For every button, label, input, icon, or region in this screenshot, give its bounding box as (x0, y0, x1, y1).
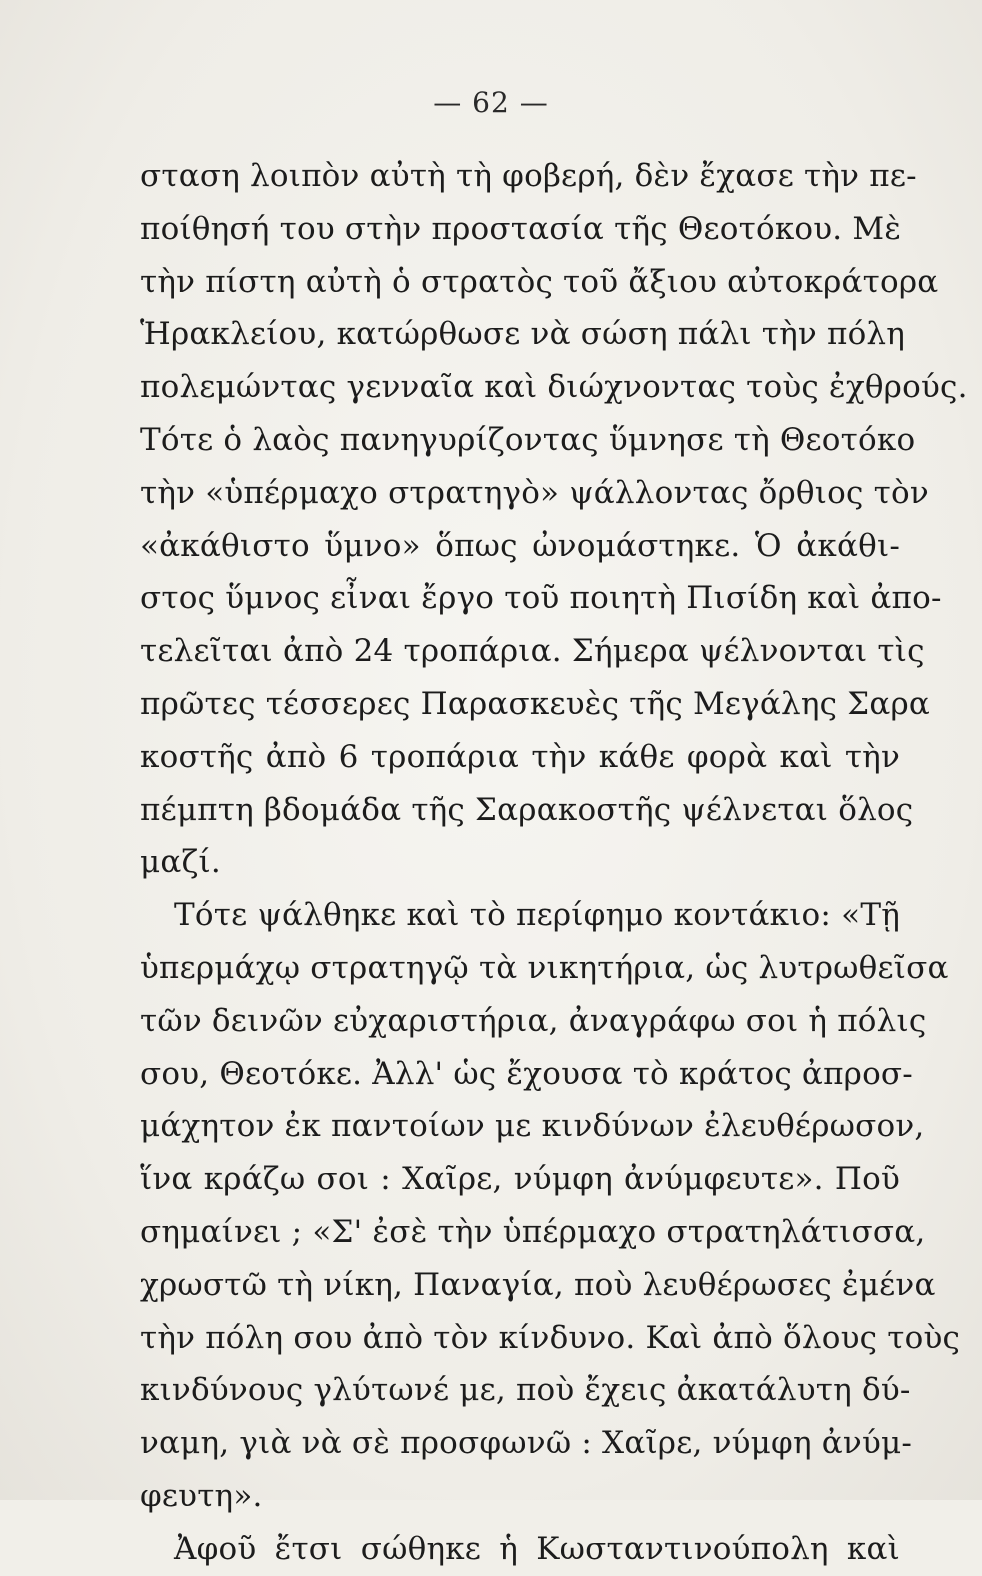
text-line: σταση λοιπὸν αὐτὴ τὴ φοβερή, δὲν ἔχασε τὴν πε- (140, 158, 917, 194)
text-line: κοστῆς ἀπὸ 6 τροπάρια τὴν κάθε φορὰ καὶ τὴν (140, 738, 900, 775)
page-number: — 62 — (433, 86, 549, 119)
text-line: Ἀφοῦ ἔτσι σώθηκε ἡ Κωσταντινούπολη καὶ (174, 1530, 900, 1567)
text-line: κινδύνους γλύτωνέ με, ποὺ ἔχεις ἀκατάλυτη δύ- (140, 1372, 911, 1409)
text-line: ποίθησή του στὴν προστασία τῆς Θεοτόκου. Μὲ (140, 210, 902, 247)
text-line: τὴν πόλη σου ἀπὸ τὸν κίνδυνο. Καὶ ἀπὸ ὅλους τοὺς (140, 1319, 961, 1356)
text-line: τῶν δεινῶν εὐχαριστήρια, ἀναγράφω σοι ἡ πόλις (140, 1002, 927, 1039)
text-line: στος ὕμνος εἶναι ἔργο τοῦ ποιητὴ Πισίδη καὶ ἀπο- (140, 580, 942, 617)
text-line: σου, Θεοτόκε. Ἀλλ' ὡς ἔχουσα τὸ κράτος ἀπροσ- (140, 1055, 913, 1092)
text-line: πέμπτη βδομάδα τῆς Σαρακοστῆς ψέλνεται ὅλος (140, 791, 914, 828)
text-line: χρωστῶ τὴ νίκη, Παναγία, ποὺ λευθέρωσες ἐμένα (140, 1266, 936, 1303)
text-line: ὑπερμάχῳ στρατηγῷ τὰ νικητήρια, ὡς λυτρωθεῖσα (140, 949, 949, 986)
text-line: μαζί. (140, 844, 221, 881)
body-text (140, 150, 968, 1576)
text-line: πρῶτες τέσσερες Παρασκευὲς τῆς Μεγάλης Σαρα (140, 685, 931, 722)
text-line: Τότε ψάλθηκε καὶ τὸ περίφημο κοντάκιο: «Τῇ (174, 897, 900, 934)
text-line: ἵνα κράζω σοι : Χαῖρε, νύμφη ἀνύμφευτε». Ποῦ (140, 1161, 900, 1198)
text-line: φευτη». (140, 1477, 263, 1514)
text-line: σημαίνει ; «Σ' ἐσὲ τὴν ὑπέρμαχο στρατηλάτισσα, (140, 1213, 926, 1250)
text-line: τελεῖται ἀπὸ 24 τροπάρια. Σήμερα ψέλνονται τὶς (140, 633, 925, 670)
text-line: «ἀκάθιστο ὕμνο» ὅπως ὠνομάστηκε. Ὁ ἀκάθι- (140, 527, 900, 564)
text-line: μάχητον ἐκ παντοίων με κινδύνων ἐλευθέρωσον, (140, 1108, 925, 1145)
text-line: Τότε ὁ λαὸς πανηγυρίζοντας ὕμνησε τὴ Θεοτόκο (140, 421, 916, 458)
text-line: τὴν πίστη αὐτὴ ὁ στρατὸς τοῦ ἄξιου αὐτοκράτορα (140, 263, 939, 300)
text-line: τὴν «ὑπέρμαχο στρατηγὸ» ψάλλοντας ὄρθιος τὸν (140, 474, 929, 511)
text-line: πολεμώντας γενναῖα καὶ διώχνοντας τοὺς ἐχθρούς. (140, 369, 968, 406)
text-line: ναμη, γιὰ νὰ σὲ προσφωνῶ : Χαῖρε, νύμφη ἀνύμ- (140, 1425, 913, 1462)
text-line: Ἡρακλείου, κατώρθωσε νὰ σώση πάλι τὴν πόλη (140, 316, 906, 353)
